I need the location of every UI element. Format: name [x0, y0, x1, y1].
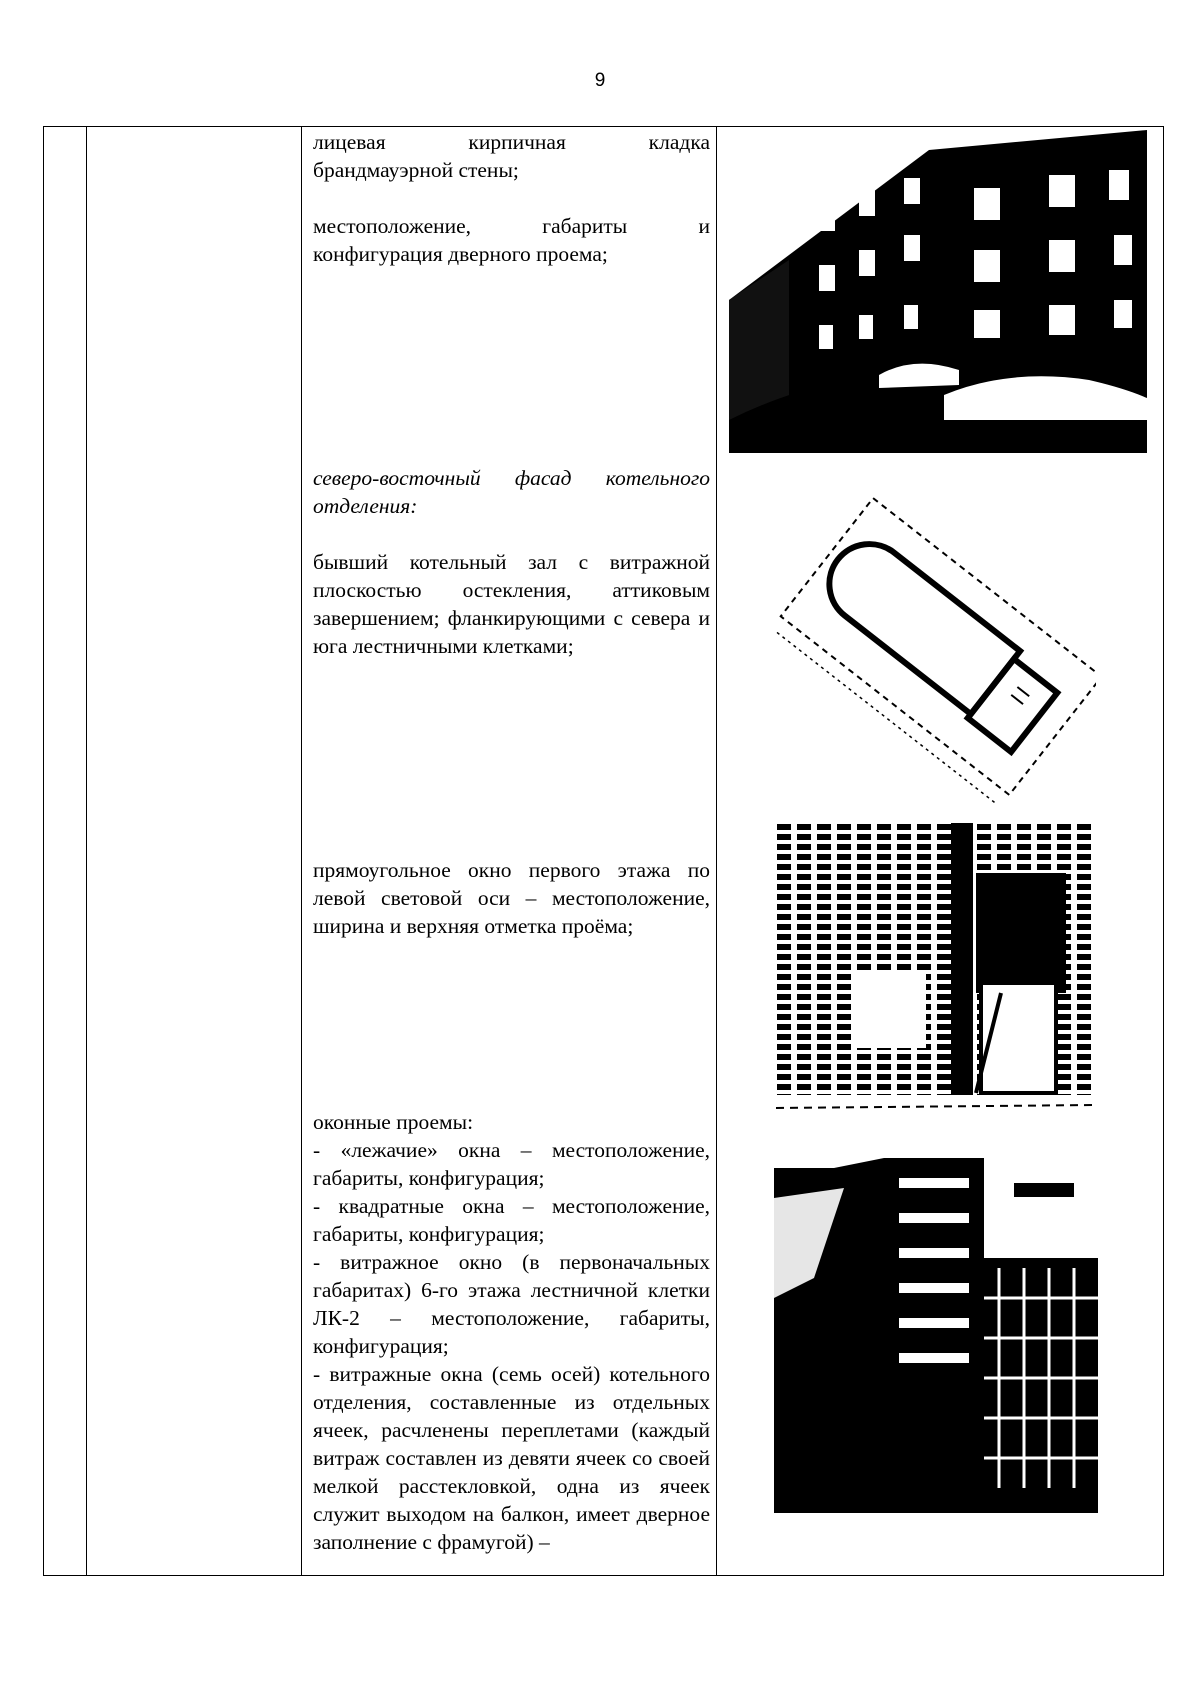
building-facade-photo-icon: [729, 130, 1147, 453]
site-plan-icon: [776, 488, 1096, 803]
window-openings-heading: оконные проемы:: [313, 1110, 474, 1134]
window-item-boiler-glazing: - витражные окна (семь осей) котельного отделения, составленные из отдельных ячеек, расчленены переплетами (каждый витраж составлен из девяти ячеек со своей мелкой расстекловкой, одна из ячеек служит выходом на балкон, имеет дверное заполнение с фрамугой) –: [313, 1362, 710, 1554]
column-divider-2: [301, 126, 302, 1576]
ground-floor-window-text: прямоугольное окно первого этажа по левой световой оси – местоположение, ширина и верхняя отметка проёма;: [313, 858, 710, 938]
boiler-hall-text: бывший котельный зал с витражной плоскостью остекления, аттиковым завершением; фланкирующими с севера и юга лестничными клетками;: [313, 550, 710, 658]
brick-wall-photo-icon: [776, 823, 1096, 1130]
door-opening-line-1: местоположение, габариты и: [313, 214, 710, 238]
window-item-square: - квадратные окна – местоположение, габариты, конфигурация;: [313, 1194, 710, 1246]
column-divider-3: [716, 126, 717, 1576]
window-item-stair-glazing: - витражное окно (в первоначальных габаритах) 6-го этажа лестничной клетки ЛК-2 – местоположение, габариты, конфигурация;: [313, 1250, 710, 1358]
description-column: [313, 128, 710, 1556]
brick-wall-line-1: лицевая кирпичная кладка: [313, 130, 710, 154]
page-number: 9: [594, 70, 606, 91]
door-opening-line-2: конфигурация дверного проема;: [313, 242, 608, 266]
northeast-facade-heading-1: северо-восточный фасад котельного: [313, 466, 710, 490]
window-item-lying: - «лежачие» окна – местоположение, габариты, конфигурация;: [313, 1138, 710, 1190]
brick-wall-line-2: брандмауэрной стены;: [313, 158, 519, 182]
column-divider-1: [86, 126, 87, 1576]
northeast-facade-heading-2: отделения:: [313, 494, 418, 518]
glazed-facade-photo-icon: [774, 1158, 1098, 1513]
